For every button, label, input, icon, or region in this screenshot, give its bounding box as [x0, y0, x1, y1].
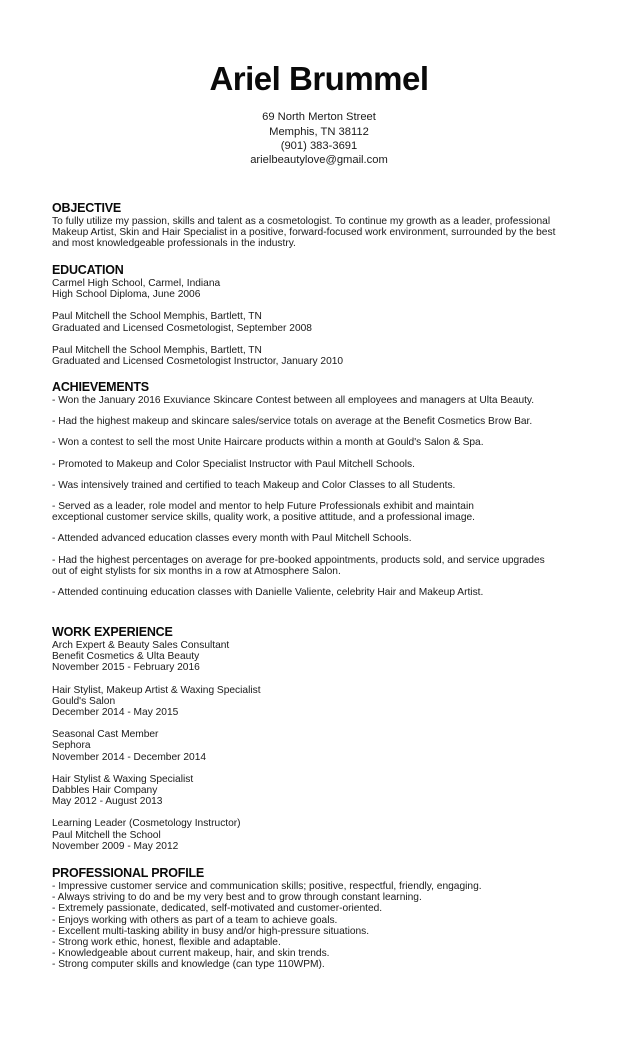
achievement-item: [52, 416, 592, 427]
education-entry: [52, 278, 592, 300]
education-credential: High School Diploma, June 2006: [52, 289, 201, 301]
achievement-item: [52, 555, 592, 577]
achievement-item: [52, 533, 592, 544]
job-company: Dabbles Hair Company: [52, 785, 158, 797]
achievement-text-cont: out of eight stylists for six months in a row at Atmosphere Salon.: [52, 565, 341, 577]
profile-item: - Strong work ethic, honest, flexible and adaptable.: [52, 937, 281, 949]
job-entry: [52, 818, 592, 852]
job-title: Seasonal Cast Member: [52, 729, 159, 741]
achievements-section: [52, 380, 592, 598]
email-address: arielbeautylove@gmail.com: [250, 154, 388, 166]
education-school: Paul Mitchell the School Memphis, Bartlett, TN: [52, 344, 262, 356]
address-line-2: Memphis, TN 38112: [269, 126, 369, 138]
job-dates: November 2015 - February 2016: [52, 662, 200, 674]
job-dates: November 2009 - May 2012: [52, 840, 179, 852]
achievement-item: [52, 587, 592, 598]
education-credential: Graduated and Licensed Cosmetologist Instructor, January 2010: [52, 356, 344, 368]
profile-item: - Impressive customer service and communication skills; positive, respectful, friendly, engaging.: [52, 881, 482, 892]
job-title: Learning Leader (Cosmetology Instructor): [52, 818, 241, 830]
achievement-text: - Won a contest to sell the most Unite Haircare products within a month at Gould's Salon & Spa.: [52, 437, 484, 449]
work-experience-heading: WORK EXPERIENCE: [52, 625, 173, 639]
job-entry: [52, 729, 592, 763]
profile-item: - Extremely passionate, dedicated, self-motivated and customer-oriented.: [52, 903, 383, 915]
achievement-item: [52, 459, 592, 470]
phone-number: (901) 383-3691: [280, 140, 358, 152]
job-dates: May 2012 - August 2013: [52, 796, 163, 808]
objective-section: [52, 201, 592, 250]
job-company: Benefit Cosmetics & Ulta Beauty: [52, 651, 200, 663]
education-entry: [52, 345, 592, 367]
education-section: [52, 263, 592, 367]
profile-item: - Knowledgeable about current makeup, hair, and skin trends.: [52, 948, 330, 960]
achievement-item: [52, 437, 592, 448]
job-title: Hair Stylist & Waxing Specialist: [52, 773, 194, 785]
achievement-item: [52, 395, 592, 406]
professional-profile-section: [52, 866, 592, 971]
job-dates: November 2014 - December 2014: [52, 751, 207, 763]
education-school: Carmel High School, Carmel, Indiana: [52, 278, 221, 289]
job-company: Sephora: [52, 740, 91, 752]
profile-item: - Always striving to do and be my very best and to grow through constant learning.: [52, 892, 422, 904]
achievement-text: - Attended advanced education classes every month with Paul Mitchell Schools.: [52, 533, 412, 545]
achievement-text: - Had the highest makeup and skincare sales/service totals on average at the Benefit Cosmetics Brow Bar.: [52, 416, 533, 428]
achievement-text: - Promoted to Makeup and Color Specialist Instructor with Paul Mitchell Schools.: [52, 458, 415, 470]
achievement-text: - Attended continuing education classes with Danielle Valiente, celebrity Hair and Makeup Artist.: [52, 587, 484, 599]
work-experience-section: [52, 625, 592, 852]
job-title: Hair Stylist, Makeup Artist & Waxing Specialist: [52, 684, 261, 696]
job-entry: [52, 685, 592, 719]
achievement-item: [52, 480, 592, 491]
job-company: Gould's Salon: [52, 695, 116, 707]
achievement-item: [52, 501, 592, 523]
professional-profile-heading: PROFESSIONAL PROFILE: [52, 866, 205, 880]
profile-item: - Strong computer skills and knowledge (can type 110WPM).: [52, 959, 325, 971]
education-heading: EDUCATION: [52, 263, 124, 277]
profile-item: - Enjoys working with others as part of a team to achieve goals.: [52, 914, 338, 926]
achievement-text: - Had the highest percentages on average for pre-booked appointments, products sold, and service upgrades: [52, 554, 545, 566]
job-dates: December 2014 - May 2015: [52, 707, 179, 719]
objective-line: To fully utilize my passion, skills and talent as a cosmetologist. To continue my growth as a leader, professional: [52, 216, 551, 227]
job-entry: [52, 774, 592, 808]
achievement-text: - Was intensively trained and certified to teach Makeup and Color Classes to all Students.: [52, 479, 456, 491]
address-line-1: 69 North Merton Street: [262, 111, 376, 123]
education-entry: [52, 311, 592, 333]
objective-line: and most knowledgeable professionals in the industry.: [52, 238, 296, 250]
profile-item: - Excellent multi-tasking ability in busy and/or high-pressure situations.: [52, 925, 370, 937]
job-title: Arch Expert & Beauty Sales Consultant: [52, 640, 230, 651]
achievement-text-cont: exceptional customer service skills, quality work, a positive attitude, and a professional image.: [52, 512, 475, 524]
candidate-name: Ariel Brummel: [209, 60, 429, 97]
achievement-text: - Won the January 2016 Exuviance Skincare Contest between all employees and managers at Ulta Beauty.: [52, 395, 535, 406]
education-school: Paul Mitchell the School Memphis, Bartlett, TN: [52, 311, 262, 323]
job-entry: [52, 640, 592, 674]
objective-line: Makeup Artist, Skin and Hair Specialist in a positive, forward-focused work environment, surrounded by the best: [52, 227, 556, 239]
education-credential: Graduated and Licensed Cosmetologist, September 2008: [52, 322, 312, 334]
objective-heading: OBJECTIVE: [52, 201, 122, 215]
achievements-heading: ACHIEVEMENTS: [52, 380, 149, 394]
job-company: Paul Mitchell the School: [52, 829, 161, 841]
achievement-text: - Served as a leader, role model and mentor to help Future Professionals exhibit and maintain: [52, 501, 474, 513]
